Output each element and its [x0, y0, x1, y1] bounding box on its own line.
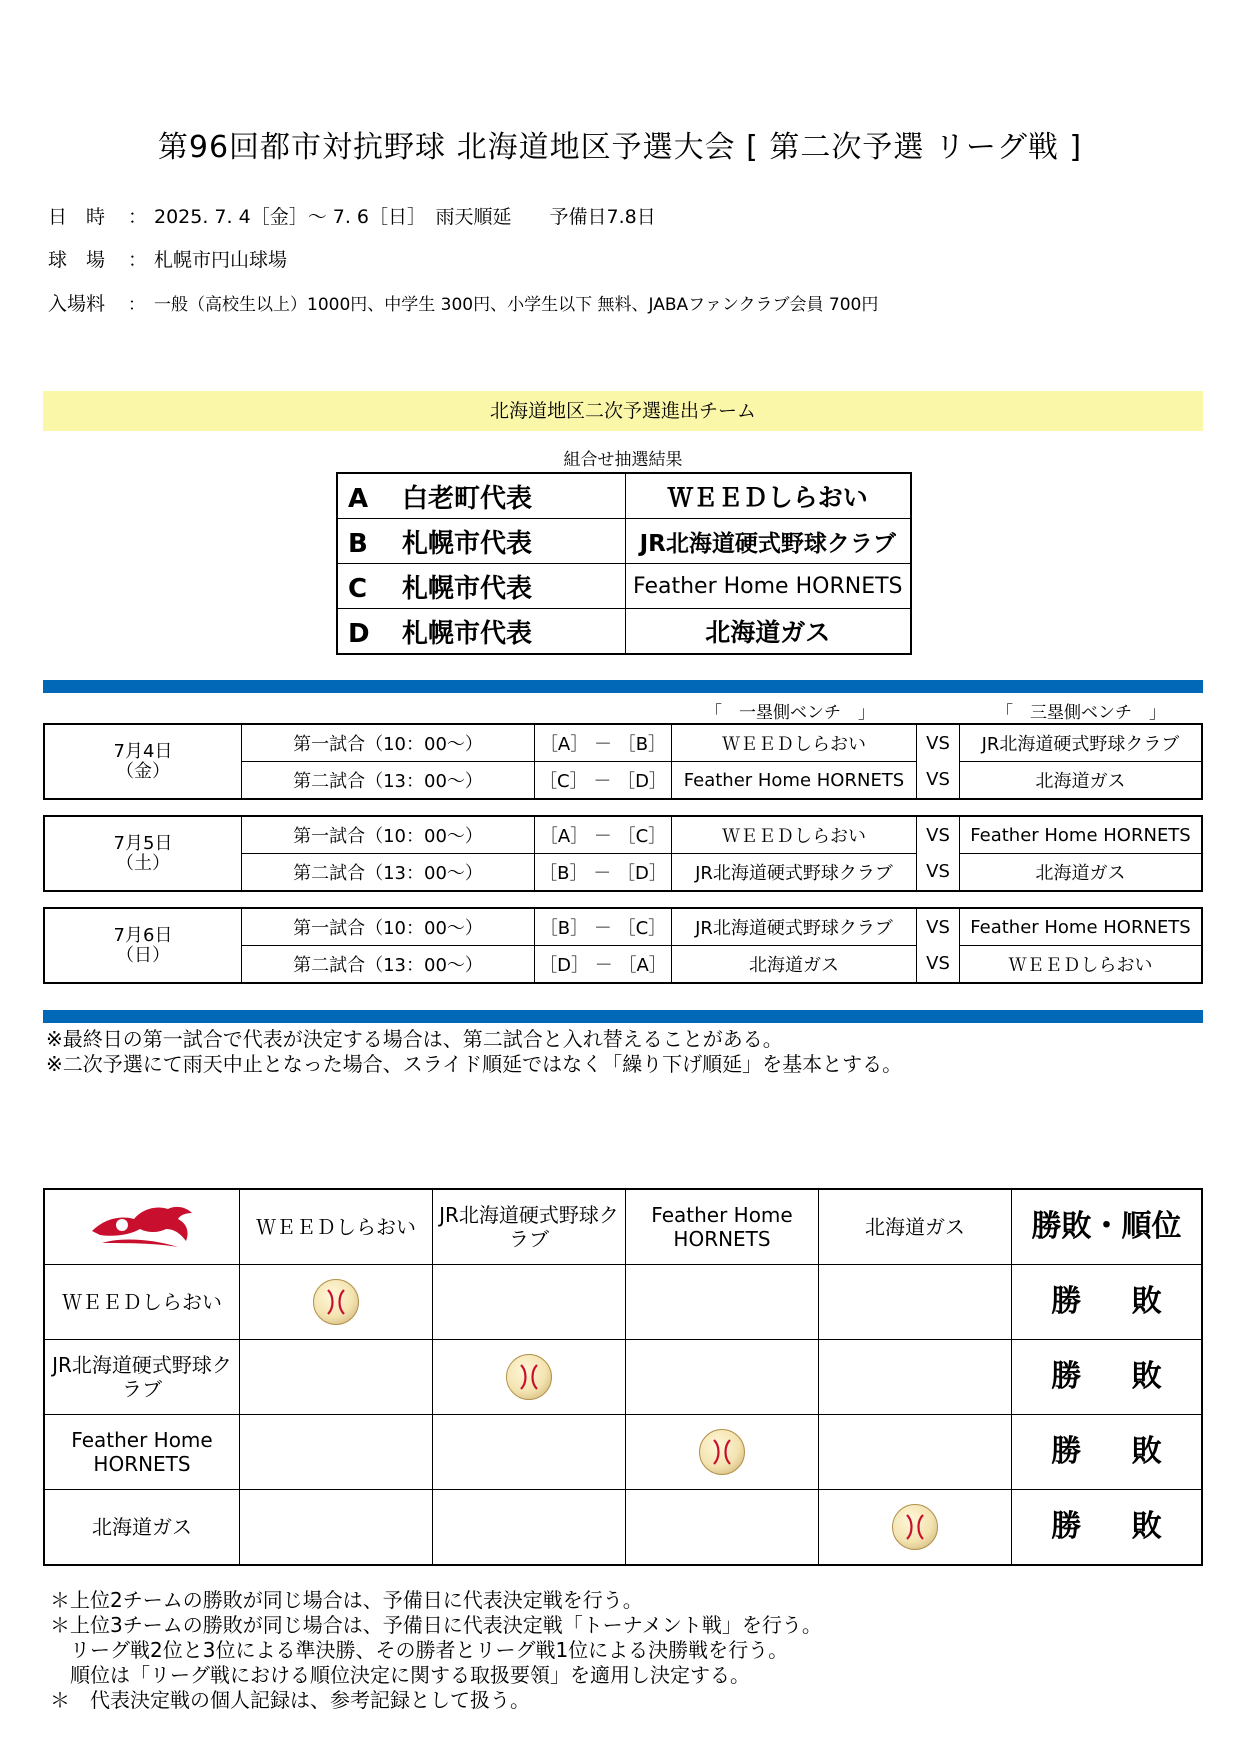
- rep-name: 札幌市代表: [402, 528, 533, 559]
- game-pair: ［B］ － ［D］: [535, 854, 672, 892]
- baseball-icon: [892, 1504, 938, 1550]
- self-match-cell: [433, 1340, 626, 1415]
- away-team: 北海道ガス: [960, 854, 1203, 892]
- colon: ：: [128, 249, 148, 271]
- schedule-row: [44, 724, 1202, 762]
- baseball-icon: [506, 1354, 552, 1400]
- game-label: 第一試合（10：00～）: [242, 908, 535, 946]
- day-weekday: （土）: [116, 852, 170, 874]
- league-header-row: [44, 1189, 1202, 1265]
- footer-note-1: ＊上位2チームの勝敗が同じ場合は、予備日に代表決定戦を行う。: [50, 1588, 643, 1612]
- home-team: ＷＥＥＤしらおい: [672, 816, 917, 854]
- result-cell: [626, 1265, 819, 1340]
- vs-label: VS: [917, 724, 960, 762]
- rep-name: 札幌市代表: [402, 618, 533, 649]
- lottery-team: 北海道ガス: [625, 609, 911, 655]
- lottery-rep-cell: [337, 564, 625, 609]
- game-pair: ［C］ － ［D］: [535, 762, 672, 800]
- fee-value: 一般（高校生以上）1000円、中学生 300円、小学生以下 無料、JABAファンクラブ会員 700円: [154, 295, 879, 315]
- vs-label: VS: [917, 946, 960, 984]
- section-title: 北海道地区二次予選進出チーム: [43, 391, 1203, 431]
- league-col-header: 北海道ガス: [819, 1189, 1012, 1265]
- page-title: 第96回都市対抗野球 北海道地区予選大会 [ 第二次予選 リーグ戦 ]: [157, 130, 1083, 165]
- vs-label: VS: [917, 816, 960, 854]
- baseball-icon: [699, 1429, 745, 1475]
- home-team: JR北海道硬式野球クラブ: [672, 908, 917, 946]
- win-loss: 勝 敗: [1012, 1265, 1203, 1340]
- result-cell: [626, 1340, 819, 1415]
- result-cell: [240, 1340, 433, 1415]
- result-cell: [433, 1265, 626, 1340]
- footer-note-4: 順位は「リーグ戦における順位決定に関する取扱要領」を適用し決定する。: [50, 1663, 750, 1687]
- game-pair: ［A］ － ［B］: [535, 724, 672, 762]
- win-loss: 勝 敗: [1012, 1415, 1203, 1490]
- league-col-header: Feather Home HORNETS: [626, 1189, 819, 1265]
- day-weekday: （金）: [116, 760, 170, 782]
- result-header: 勝敗・順位: [1012, 1189, 1203, 1265]
- divider-top: [43, 680, 1203, 693]
- result-cell: [240, 1490, 433, 1566]
- venue-label: 球 場: [48, 249, 106, 271]
- day-cell: [44, 816, 242, 891]
- colon: ：: [128, 295, 145, 315]
- away-team: Feather Home HORNETS: [960, 816, 1203, 854]
- schedule-day-3: [43, 907, 1203, 984]
- vs-label: VS: [917, 908, 960, 946]
- lottery-table: [336, 472, 912, 655]
- note-2: ※二次予選にて雨天中止となった場合、スライド順延ではなく「繰り下げ順延」を基本とする。: [46, 1052, 903, 1076]
- group-letter: B: [348, 528, 368, 559]
- day-date: 7月5日: [113, 832, 173, 854]
- fee-label: 入場料: [48, 293, 106, 315]
- result-cell: [819, 1415, 1012, 1490]
- lottery-row: [337, 473, 911, 519]
- day-date: 7月6日: [113, 924, 173, 946]
- day-cell: [44, 724, 242, 799]
- game-pair: ［A］ － ［C］: [535, 816, 672, 854]
- first-base-bench-label: 「 一塁側ベンチ 」: [705, 703, 875, 723]
- schedule-row: [44, 908, 1202, 946]
- colon: ：: [128, 206, 148, 228]
- league-row: [44, 1265, 1202, 1340]
- lottery-team: ＷＥＥＤしらおい: [625, 473, 911, 519]
- home-team: Feather Home HORNETS: [672, 762, 917, 800]
- info-date: [48, 202, 656, 229]
- game-pair: ［D］ － ［A］: [535, 946, 672, 984]
- lottery-row: [337, 519, 911, 564]
- away-team: JR北海道硬式野球クラブ: [960, 724, 1203, 762]
- date-label: 日 時: [48, 206, 106, 228]
- day-weekday: （日）: [116, 944, 170, 966]
- league-row-team: ＷＥＥＤしらおい: [44, 1265, 240, 1340]
- result-cell: [240, 1415, 433, 1490]
- league-col-header: JR北海道硬式野球クラブ: [433, 1189, 626, 1265]
- win-loss: 勝 敗: [1012, 1340, 1203, 1415]
- league-row: [44, 1415, 1202, 1490]
- running-dog-logo-icon: [82, 1197, 202, 1253]
- league-row: [44, 1490, 1202, 1566]
- logo-cell: [44, 1189, 240, 1265]
- result-cell: [433, 1490, 626, 1566]
- result-cell: [819, 1265, 1012, 1340]
- lottery-rep-cell: [337, 473, 625, 519]
- footer-note-2: ＊上位3チームの勝敗が同じ場合は、予備日に代表決定戦「トーナメント戦」を行う。: [50, 1613, 822, 1637]
- third-base-bench-label: 「 三塁側ベンチ 」: [996, 703, 1166, 723]
- footer-note-3: リーグ戦2位と3位による準決勝、その勝者とリーグ戦1位による決勝戦を行う。: [50, 1638, 789, 1662]
- info-fee: [48, 289, 878, 316]
- group-letter: C: [348, 573, 368, 604]
- note-1: ※最終日の第一試合で代表が決定する場合は、第二試合と入れ替えることがある。: [46, 1027, 783, 1051]
- league-col-header: ＷＥＥＤしらおい: [240, 1189, 433, 1265]
- vs-label: VS: [917, 854, 960, 892]
- league-row-team: Feather Home HORNETS: [44, 1415, 240, 1490]
- vs-label: VS: [917, 762, 960, 800]
- game-pair: ［B］ － ［C］: [535, 908, 672, 946]
- league-row-team: 北海道ガス: [44, 1490, 240, 1566]
- schedule-day-2: [43, 815, 1203, 892]
- away-team: 北海道ガス: [960, 762, 1203, 800]
- game-label: 第一試合（10：00～）: [242, 724, 535, 762]
- home-team: ＷＥＥＤしらおい: [672, 724, 917, 762]
- league-row-team: JR北海道硬式野球クラブ: [44, 1340, 240, 1415]
- lottery-caption: 組合せ抽選結果: [563, 450, 683, 470]
- baseball-icon: [313, 1279, 359, 1325]
- away-team: Feather Home HORNETS: [960, 908, 1203, 946]
- league-row: [44, 1340, 1202, 1415]
- divider-bottom: [43, 1010, 1203, 1023]
- lottery-row: [337, 564, 911, 609]
- game-label: 第二試合（13：00～）: [242, 946, 535, 984]
- self-match-cell: [240, 1265, 433, 1340]
- game-label: 第一試合（10：00～）: [242, 816, 535, 854]
- day-date: 7月4日: [113, 740, 173, 762]
- group-letter: A: [348, 483, 369, 514]
- rep-name: 白老町代表: [402, 483, 533, 514]
- lottery-rep-cell: [337, 519, 625, 564]
- self-match-cell: [819, 1490, 1012, 1566]
- self-match-cell: [626, 1415, 819, 1490]
- lottery-rep-cell: [337, 609, 625, 655]
- group-letter: D: [348, 618, 370, 649]
- rep-name: 札幌市代表: [402, 573, 533, 604]
- win-loss: 勝 敗: [1012, 1490, 1203, 1566]
- away-team: ＷＥＥＤしらおい: [960, 946, 1203, 984]
- result-cell: [819, 1340, 1012, 1415]
- league-table: [43, 1188, 1203, 1566]
- game-label: 第二試合（13：00～）: [242, 762, 535, 800]
- lottery-row: [337, 609, 911, 655]
- schedule-day-1: [43, 723, 1203, 800]
- home-team: JR北海道硬式野球クラブ: [672, 854, 917, 892]
- schedule-row: [44, 816, 1202, 854]
- lottery-team: Feather Home HORNETS: [625, 564, 911, 609]
- venue-value: 札幌市円山球場: [154, 249, 288, 271]
- lottery-team: JR北海道硬式野球クラブ: [625, 519, 911, 564]
- result-cell: [626, 1490, 819, 1566]
- day-cell: [44, 908, 242, 983]
- home-team: 北海道ガス: [672, 946, 917, 984]
- result-cell: [433, 1415, 626, 1490]
- date-value: 2025. 7. 4［金］～ 7. 6［日］ 雨天順延 予備日7.8日: [154, 206, 656, 228]
- info-venue: [48, 245, 287, 272]
- game-label: 第二試合（13：00～）: [242, 854, 535, 892]
- footer-note-5: ＊ 代表決定戦の個人記録は、参考記録として扱う。: [50, 1688, 530, 1712]
